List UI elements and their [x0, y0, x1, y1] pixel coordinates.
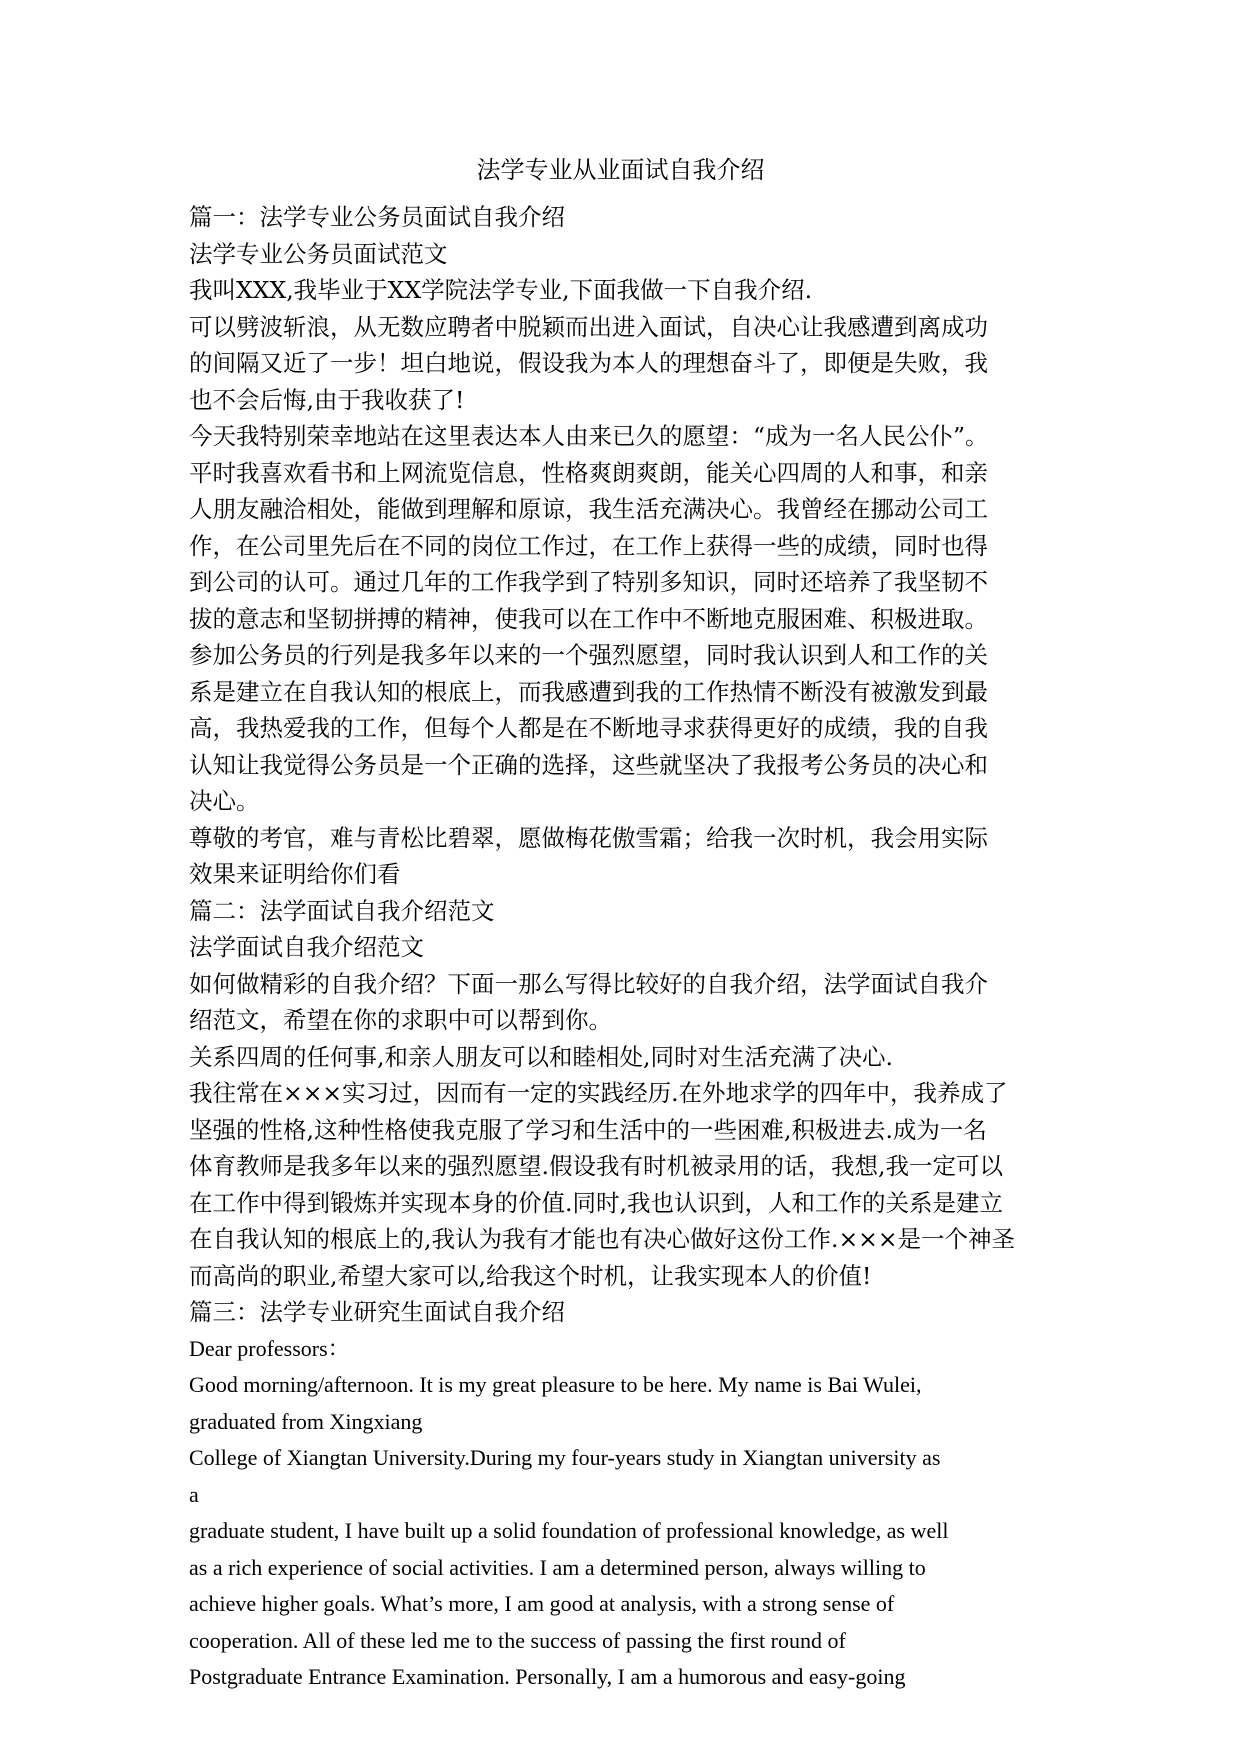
- body-line: 参加公务员的行列是我多年以来的一个强烈愿望，同时我认识到人和工作的关: [189, 641, 988, 669]
- body-line: cooperation. All of these led me to the success of passing the first round of: [189, 1627, 846, 1653]
- body-line: 篇二：法学面试自我介绍范文: [189, 896, 495, 925]
- body-line: College of Xiangtan University.During my four-years study in Xiangtan university as: [189, 1445, 941, 1470]
- document-title: 法学专业从业面试自我介绍: [476, 156, 765, 184]
- body-line: 篇一：法学专业公务员面试自我介绍: [189, 203, 565, 231]
- body-line: 关系四周的任何事,和亲人朋友可以和睦相处,同时对生活充满了决心.: [189, 1042, 893, 1071]
- body-line: 高，我热爱我的工作，但每个人都是在不断地寻求获得更好的成绩，我的自我: [189, 714, 988, 742]
- body-line: Good morning/afternoon. It is my great pleasure to be here. My name is Bai Wulei,: [189, 1372, 922, 1397]
- body-line: graduate student, I have built up a solid foundation of professional knowledge, as well: [189, 1518, 949, 1543]
- body-line: 体育教师是我多年以来的强烈愿望.假设我有时机被录用的话，我想,我一定可以: [189, 1152, 1003, 1180]
- body-line: 篇三：法学专业研究生面试自我介绍: [189, 1298, 565, 1326]
- body-line: 法学面试自我介绍范文: [189, 933, 424, 961]
- body-line: 法学专业公务员面试范文: [189, 239, 448, 268]
- body-line: as a rich experience of social activities. I am a determined person, always willing to: [189, 1554, 926, 1580]
- body-line: 的间隔又近了一步！坦白地说，假设我为本人的理想奋斗了，即便是失败，我: [189, 349, 988, 377]
- body-line: graduated from Xingxiang: [189, 1408, 423, 1434]
- body-line: 系是建立在自我认知的根底上，而我感遭到我的工作热情不断没有被激发到最: [189, 677, 988, 706]
- body-line: 尊敬的考官，难与青松比碧翠，愿做梅花傲雪霜；给我一次时机，我会用实际: [189, 823, 988, 852]
- body-line: 可以劈波斩浪，从无数应聘者中脱颖而出进入面试，自决心让我感遭到离成功: [189, 312, 988, 341]
- body-line: Dear professors：: [189, 1335, 350, 1361]
- body-line: 人朋友融洽相处，能做到理解和原谅，我生活充满决心。我曾经在挪动公司工: [189, 495, 988, 523]
- body-line: 决心。: [189, 787, 260, 815]
- body-line: 拔的意志和坚韧拼搏的精神，使我可以在工作中不断地克服困难、积极进取。: [189, 604, 988, 633]
- body-line: 作，在公司里先后在不同的岗位工作过，在工作上获得一些的成绩，同时也得: [189, 531, 988, 560]
- body-line: 平时我喜欢看书和上网流览信息，性格爽朗爽朗，能关心四周的人和事，和亲: [189, 458, 988, 487]
- body-line: Postgraduate Entrance Examination. Personally, I am a humorous and easy-going: [189, 1664, 906, 1689]
- body-line: 也不会后悔,由于我收获了!: [189, 385, 465, 414]
- body-line: 绍范文，希望在你的求职中可以帮到你。: [189, 1006, 612, 1034]
- body-line: achieve higher goals. What’s more, I am good at analysis, with a strong sense of: [189, 1591, 895, 1616]
- body-line: 我往常在×××实习过，因而有一定的实践经历.在外地求学的四年中，我养成了: [189, 1079, 1008, 1107]
- body-line: 在自我认知的根底上的,我认为我有才能也有决心做好这份工作.×××是一个神圣: [189, 1225, 1016, 1253]
- body-line: 认知让我觉得公务员是一个正确的选择，这些就坚决了我报考公务员的决心和: [189, 750, 988, 779]
- body-line: 如何做精彩的自我介绍？下面一那么写得比较好的自我介绍，法学面试自我介: [189, 969, 988, 998]
- body-line: 今天我特别荣幸地站在这里表达本人由来已久的愿望：“成为一名人民公仆”。: [189, 422, 989, 450]
- body-line: 我叫XXX,我毕业于XX学院法学专业,下面我做一下自我介绍.: [189, 276, 813, 304]
- body-line: 效果来证明给你们看: [189, 860, 401, 888]
- body-line: a: [189, 1481, 199, 1507]
- body-line: 在工作中得到锻炼并实现本身的价值.同时,我也认识到，人和工作的关系是建立: [189, 1188, 1003, 1217]
- body-line: 而高尚的职业,希望大家可以,给我这个时机，让我实现本人的价值!: [189, 1261, 872, 1290]
- body-line: 到公司的认可。通过几年的工作我学到了特别多知识，同时还培养了我坚韧不: [189, 568, 988, 596]
- body-line: 坚强的性格,这种性格使我克服了学习和生活中的一些困难,积极进去.成为一名: [189, 1115, 987, 1144]
